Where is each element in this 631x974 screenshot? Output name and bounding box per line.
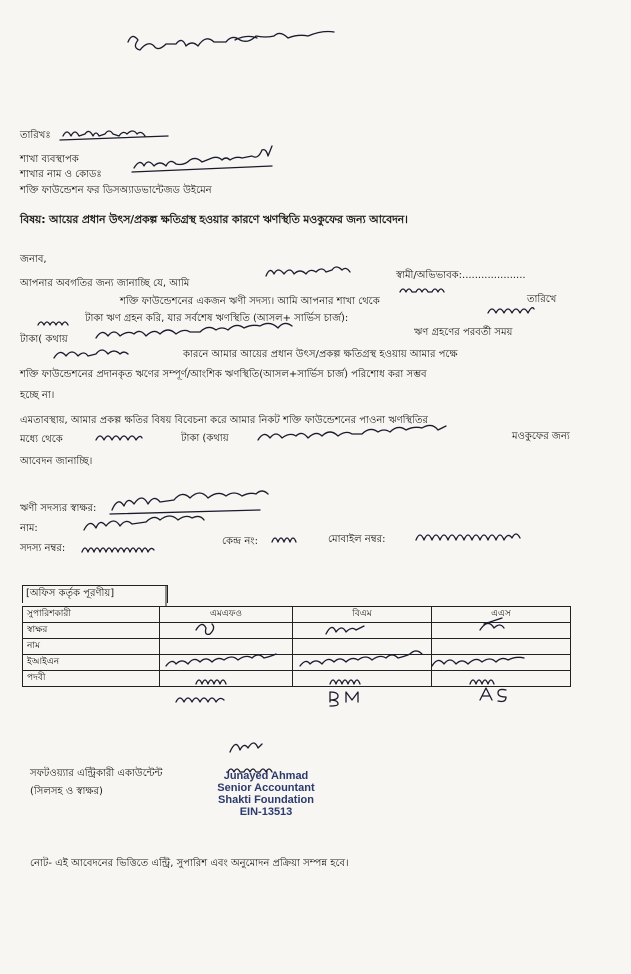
para2-line-2c: মওকুফের জন্য — [512, 431, 570, 442]
para2-line-2b: টাকা (কথায় — [181, 433, 229, 444]
handwritten-reason — [54, 350, 128, 358]
member-name-label: নাম: — [20, 523, 38, 534]
handwritten-member-signature — [110, 491, 268, 514]
stamp-title: Senior Accountant — [217, 782, 315, 794]
row-label-designation: পদবী — [23, 671, 160, 687]
row-label-ein: ইআইএন — [23, 655, 160, 671]
salutation: জনাব, — [20, 254, 47, 265]
handwritten-loan-date — [400, 289, 444, 292]
handwritten-waiver-amount — [96, 436, 142, 440]
branch-name-code-label: শাখার নাম ও কোডঃ — [20, 169, 102, 180]
handwritten-member-number — [82, 548, 154, 552]
table-row — [23, 639, 571, 655]
member-number-label: সদস্য নম্বর: — [20, 543, 66, 554]
accountant-stamp — [186, 770, 346, 818]
branch-manager-label: শাখা ব্যবস্থাপক — [20, 154, 79, 165]
body-line-2b: তারিখে — [527, 294, 557, 305]
para2-line-2a: মধ্যে থেকে — [20, 434, 63, 445]
row-label-recommender: সুপারিশকারী — [23, 607, 160, 623]
handwritten-date — [60, 131, 168, 140]
body-line-1a: আপনার অবগতির জন্য জানাচ্ছি যে, আমি — [20, 278, 190, 289]
kendra-label: কেন্দ্র নং: — [222, 536, 258, 547]
body-line-4b: ঋণ গ্রহণের পরবর্তী সময় — [414, 327, 513, 338]
stamp-name: Junayed Ahmad — [223, 770, 309, 782]
mfo-designation — [176, 698, 224, 702]
subject-line: বিষয়: আয়ের প্রধান উৎস/প্রকল্প ক্ষতিগ্রস্থ হওয়ার কারণে ঋণস্থিতি মওকুফের জন্য আবেদন। — [20, 213, 408, 226]
body-line-7: হচ্ছে না। — [20, 390, 55, 401]
handwritten-kendra-number — [272, 538, 296, 542]
as-designation — [480, 688, 506, 702]
handwritten-name — [84, 516, 204, 530]
body-line-4a: টাকা( কথায় — [20, 334, 68, 345]
stamp-org: Shakti Foundation — [218, 794, 314, 806]
office-title: [অফিস কর্তৃক পূরণীয়] — [26, 588, 115, 599]
para2-line-3: আবেদন জানাচ্ছি। — [20, 456, 93, 467]
accountant-signature — [230, 743, 262, 752]
table-row — [23, 655, 571, 671]
handwritten-member-name — [266, 267, 350, 276]
software-entry-sublabel: (সিলসহ ও স্বাক্ষর) — [30, 786, 103, 797]
handwritten-waiver-words — [258, 425, 446, 440]
stamp-ein: EIN-13513 — [239, 806, 293, 818]
signature-table — [22, 606, 571, 687]
row-label-name: নাম — [23, 639, 160, 655]
body-line-2a: শক্তি ফাউন্ডেশনের একজন ঋণী সদস্য। আমি আপনার শাখা থেকে — [120, 296, 380, 307]
table-row — [23, 607, 571, 623]
table-row — [23, 671, 571, 687]
organization-line: শক্তি ফাউন্ডেশন ফর ডিসঅ্যাডভান্টেজড উইমেন — [20, 185, 212, 196]
date-label: তারিখঃ — [20, 130, 51, 141]
handwritten-branch-name — [132, 146, 272, 172]
software-entry-label: সফটওয়্যার এন্ট্রিকারী একাউন্টেন্ট — [30, 768, 163, 779]
col-header-mfo: এমএফও — [160, 607, 293, 623]
handwritten-mobile — [416, 534, 520, 540]
body-line-1b: স্বামী/অভিভাবক:.................... — [396, 270, 526, 281]
handwritten-amount-words — [96, 323, 292, 338]
row-label-signature: স্বাক্ষর — [23, 623, 160, 639]
handwritten-outstanding — [488, 308, 534, 313]
body-line-3: টাকা ঋণ গ্রহন করি, যার সর্বশেষ ঋণস্থিতি (আসল+ সার্ভিস চার্জ): — [85, 313, 349, 324]
table-row — [23, 623, 571, 639]
handwritten-heading — [128, 32, 334, 51]
body-line-6: শক্তি ফাউন্ডেশনের প্রদানকৃত ঋণের সম্পূর্ণ/আংশিক ঋণস্থিতি(আসল+সার্ভিস চার্জ) পরিশোধ করা সম্ভব — [20, 369, 427, 380]
body-line-5: কারনে আমার আয়ের প্রধান উৎস/প্রকল্প ক্ষতিগ্রস্থ হওয়ায় আমার পক্ষে — [183, 349, 458, 360]
handwritten-principal — [38, 322, 68, 325]
col-header-as: এএস — [432, 607, 571, 623]
mobile-label: মোবাইল নম্বর: — [328, 534, 386, 545]
col-header-bm: বিএম — [293, 607, 432, 623]
member-signature-label: ঋণী সদস্যর স্বাক্ষর: — [20, 503, 97, 514]
para2-line-1: এমতাবস্থায়, আমার প্রকল্প ক্ষতির বিষয় বিবেচনা করে আমার নিকট শক্তি ফাউন্ডেশনের পাওনা ঋণস্থিতির — [20, 415, 429, 426]
footer-note: নোট- এই আবেদনের ভিত্তিতে এন্ট্রি, সুপারিশ এবং অনুমোদন প্রক্রিয়া সম্পন্ন হবে। — [30, 858, 349, 869]
bm-designation — [330, 692, 358, 706]
